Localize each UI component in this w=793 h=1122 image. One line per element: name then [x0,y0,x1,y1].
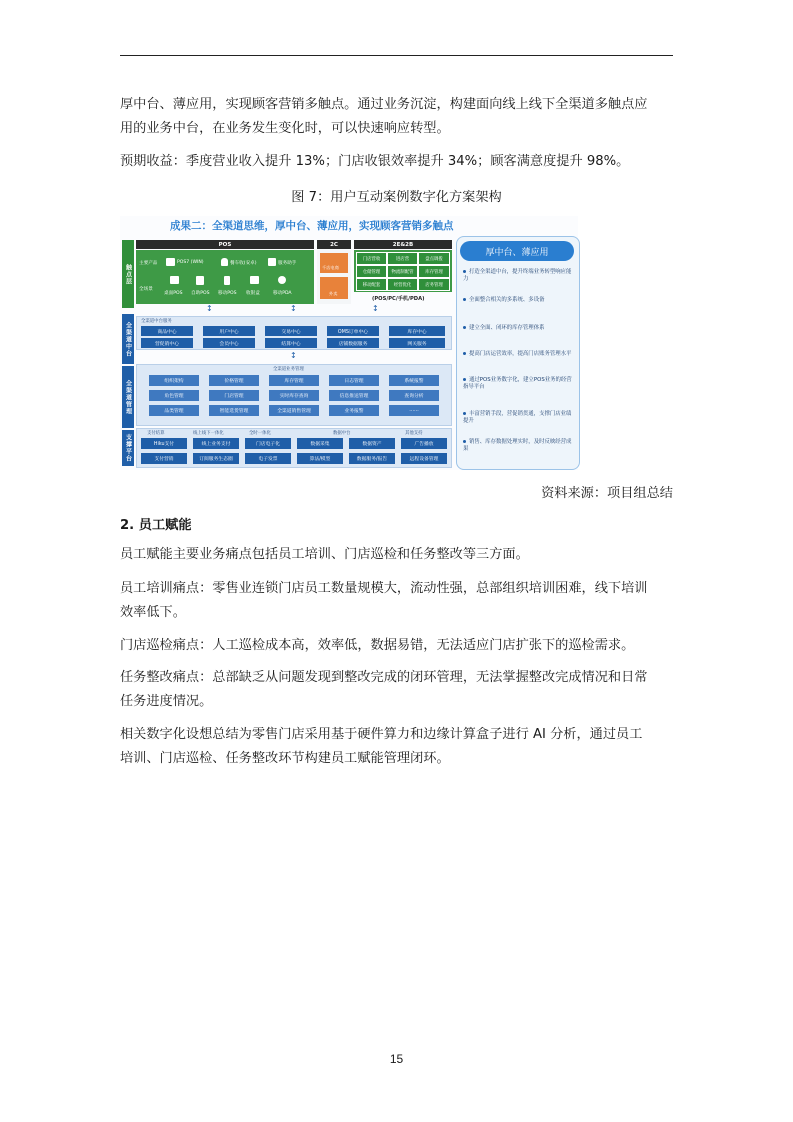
cash-box-icon [250,276,259,284]
e2b-cell-9: 店务管理 [418,278,450,291]
e2b-cell-6: 库存管理 [418,265,450,278]
channel-r2-c1: 营促销中心 [141,338,193,348]
pos-item-bottom-3: 移动POS [218,291,237,296]
panel-2e2b [354,250,452,292]
support-label-3: 全时一体化 [249,431,271,436]
paragraph-6-line-2: 任务进度情况。 [120,694,213,709]
channel-r1-c3: 交易中心 [265,326,317,336]
paragraph-1-line-1: 厚中台、薄应用，实现顾客营销多触点。通过业务沉淀，构建面向线上线下全渠道多触点应 [120,97,648,112]
header-2e2b: 2E&2B [354,240,452,249]
card-bullet-7: 销售、库存数据处理实时，及时反映经营成果 [463,439,572,452]
card-bullet-5: 通过POS业务数字化，建立POS业务的经营指导平台 [463,377,572,390]
card-bullet-3: 建立全面、闭环的库存管理体系 [463,325,573,332]
e2b-cell-2: 进店营 [387,252,418,265]
paragraph-5: 门店巡检痛点：人工巡检成本高，效率低，数据易错，无法适应门店扩张下的巡检需求。 [120,638,635,653]
mgmt-r1-c1: 组织架构 [149,375,199,386]
mgmt-r1-c5: 系统报警 [389,375,439,386]
card-bullet-2: 全面整合相关的多系统、多设备 [463,297,573,304]
support-r1-c5: 数据资产 [349,438,395,449]
c2-item-1: 千店电商 [322,265,339,270]
mgmt-r2-c5: 查询分析 [389,390,439,401]
bullet-dot-icon [463,298,466,301]
paragraph-2: 预期收益：季度营业收入提升 13%；门店收银效率提升 34%；顾客满意度提升 98%。 [120,154,630,169]
support-label-2: 线上线下一体化 [193,431,224,436]
mgmt-r3-c3: 全渠道销售管理 [269,405,319,416]
card-title: 厚中台、薄应用 [460,241,574,261]
mgmt-r2-c2: 门店管理 [209,390,259,401]
figure-title: 成果二：全渠道思维，厚中台、薄应用，实现顾客营销多触点 [170,220,454,232]
self-pos-icon [196,276,204,285]
pos-terminal-icon [166,258,175,266]
figure-caption: 图 7：用户互动案例数字化方案架构 [291,190,502,205]
summary-card [456,236,580,470]
channel-r1-c5: 库存中心 [389,326,445,336]
arrow-up-down-icon: ↕ [372,304,379,313]
architecture-figure [120,216,578,470]
support-r1-c3: 门店电子化 [245,438,291,449]
support-r2-c6: 远程设备管理 [401,453,447,464]
mgmt-r3-c4: 业务报警 [329,405,379,416]
channel-r2-c2: 会员中心 [203,338,255,348]
paragraph-3: 员工赋能主要业务痛点包括员工培训、门店巡检和任务整改等三方面。 [120,547,529,562]
card-bullet-6: 丰富营销手段，营促销贯通，支撑门店业绩提升 [463,411,572,424]
paragraph-4-line-1: 员工培训痛点：零售业连锁门店员工数量规模大，流动性强，总部组织培训困难，线下培训 [120,581,648,596]
support-r1-c6: 广告播放 [401,438,447,449]
mgmt-r2-c4: 信息推送管理 [329,390,379,401]
panel-2c [317,250,351,304]
support-panel [136,428,452,468]
pos-item-bottom-1: 桌面POS [164,291,183,296]
pos-item-bottom-5: 移动PDA [273,291,292,296]
bullet-dot-icon [463,412,466,415]
mgmt-r3-c1: 品类管理 [149,405,199,416]
e2b-cell-8: 经营优化 [387,278,418,291]
page-number: 15 [389,1052,404,1066]
paragraph-1-line-2: 用的业务中台，在业务发生变化时，可以快速响应转型。 [120,121,450,136]
sidebar-touch: 触点层 [122,240,134,308]
header-rule [120,55,673,56]
mgmt-label: 全渠道业务管理 [273,367,304,372]
e2b-cell-3: 盘点调拨 [418,252,450,265]
channel-r2-c4: 店铺数据服务 [327,338,379,348]
e2b-cell-1: 门店营收 [356,252,387,265]
channel-label: 全渠道中台服务 [141,319,172,324]
pos-label-all: 全场景 [139,287,153,292]
takeout-tile [320,277,348,299]
channel-r1-c2: 用户中心 [203,326,255,336]
bullet-dot-icon [463,440,466,443]
desktop-pos-icon [170,276,179,284]
assistant-icon [268,258,276,266]
card-bullet-4: 提高门店运营效率，提高门店账务管理水平 [463,351,573,358]
mgmt-r2-c3: 实时库存查询 [269,390,319,401]
channel-r1-c1: 商品中心 [141,326,193,336]
bullet-dot-icon [463,270,466,273]
channel-panel [136,316,452,350]
paragraph-7-line-1: 相关数字化设想总结为零售门店采用基于硬件算力和边缘计算盒子进行 AI 分析，通过员工 [120,727,643,742]
paragraph-7-line-2: 培训、门店巡检、任务整改环节构建员工赋能管理闭环。 [120,751,450,766]
e2b-footer: (POS/PC/手机/PDA) [372,296,425,302]
section-heading: 2. 员工赋能 [120,518,192,533]
sidebar-support: 支撑平台 [122,430,134,466]
arrow-up-down-icon: ↕ [206,304,213,313]
support-r1-c1: Hiku支付 [141,438,187,449]
arrow-up-down-icon: ↕ [290,304,297,313]
e2b-cell-7: 移动配套 [356,278,387,291]
support-r1-c4: 数据采集 [297,438,343,449]
bullet-dot-icon [463,352,466,355]
paragraph-6-line-1: 任务整改痛点：总部缺乏从问题发现到整改完成的闭环管理，无法掌握整改完成情况和日常 [120,670,648,685]
channel-r1-c4: OMS订单中心 [327,326,379,336]
mgmt-r1-c4: 日志管理 [329,375,379,386]
c2-item-2: 外卖 [329,291,338,296]
mgmt-r1-c2: 价格管理 [209,375,259,386]
ecommerce-tile [320,253,348,273]
support-label-1: 支付结算 [147,431,165,436]
paragraph-4-line-2: 效率低下。 [120,605,186,620]
support-r2-c1: 支付营销 [141,453,187,464]
sidebar-mgmt: 全渠道管理 [122,366,134,428]
pos-item-bottom-4: 收银盒 [246,291,260,296]
support-r2-c4: 算法/模型 [297,453,343,464]
support-r2-c3: 电子发票 [245,453,291,464]
support-r2-c2: 订阅服务生态圈 [193,453,239,464]
pos-item-bottom-2: 自助POS [191,291,210,296]
pos-panel [136,250,314,304]
support-r1-c2: 线上业务支付 [193,438,239,449]
support-r2-c5: 数据服务/报告 [349,453,395,464]
pos-item-top-1: POS7 (WIN) [177,260,204,265]
mgmt-panel [136,364,452,426]
source-note: 资料来源：项目组总结 [541,486,673,501]
header-2c: 2C [317,240,351,249]
mobile-pos-icon [224,276,230,285]
sidebar-channel: 全渠道中台 [122,314,134,364]
pos-item-top-3: 服务助手 [278,261,297,266]
e2b-cell-5: 物流制配管 [387,265,418,278]
mgmt-r2-c1: 角色管理 [149,390,199,401]
mgmt-r1-c3: 库存管理 [269,375,319,386]
bullet-dot-icon [463,326,466,329]
arrow-up-down-icon: ↕ [290,351,297,360]
support-label-5: 其他支持 [405,431,423,436]
support-label-4: 数据中台 [333,431,351,436]
mobile-pda-icon [278,276,286,284]
pos-item-top-2: 餐车收(安卓) [230,261,257,266]
bullet-dot-icon [463,378,466,381]
card-bullet-1: 打造全渠道中台，提升终端业务转型响应能力 [463,269,572,282]
pos-label-main: 主要产品 [139,261,158,266]
android-icon [221,258,228,266]
mgmt-r3-c2: 智能选货管理 [209,405,259,416]
mgmt-r3-c5: …… [389,405,439,416]
channel-r2-c5: 网关服务 [389,338,445,348]
header-pos: POS [136,240,314,249]
channel-r2-c3: 结算中心 [265,338,317,348]
e2b-cell-4: 仓储管理 [356,265,387,278]
